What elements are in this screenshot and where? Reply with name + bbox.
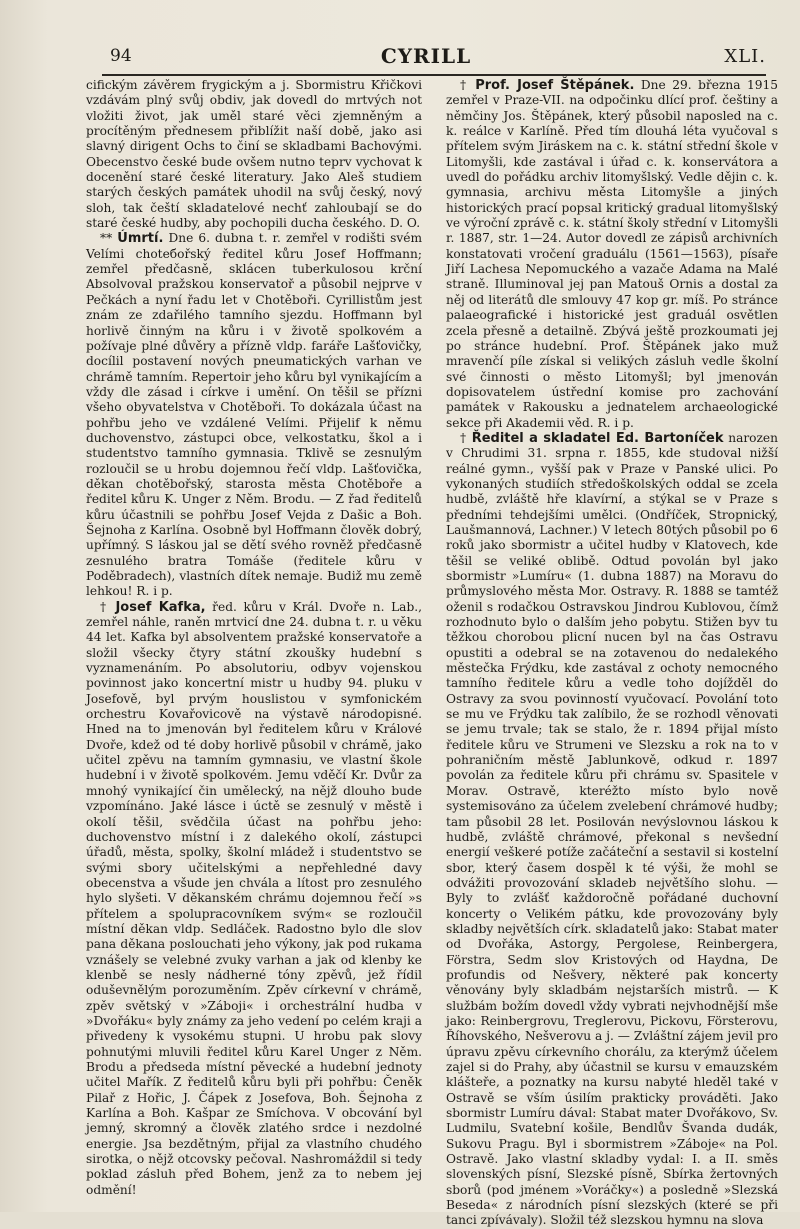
cross-marker: † [460, 430, 472, 445]
obituary-text: Dne 6. dubna t. r. zemřel v rodišti svém Velími choteбořský ředitel kůru Josef Hoffmann; zemřel předčasně, sklácen tuberkulosou krční Absolvoval pražskou konservatoř a působil nejprve v Pečkách a nyní řadu let v Chotěboři. Cyrillistům jest znám ze zdařilého tamního sjezdu. Hoffmann byl horlivě činným na kůru i v životě spolkovém a požívaje plné důvěry a přízně vldp. faráře Lašťovičky, docílil postavení nových pneumatických varhan ve chrámě tamním. Repertoir jeho kůru byl vynikajícím a vždy dle zásad i církve i umění. On těšil se přízni všeho obyvatelstva v Chotěboři. To dokázala účast na pohřbu jeho ve vzdálené Velími. Přijelif k němu duchovenstvo, zástupci obce, velkostatku, škol a i studentstvo tamního gymnasia. Tklivě se zesnulým rozloučil se u hrobu dojemnou řečí vldp. Lašťovička, děkan chotěbořský, starosta města Chotěboře a ředitel kůru K. Unger z Něm. Brodu. — Z řad ředitelů kůru účastnili se pohřbu Josef Vejda z Dašic a Boh. Šejnoha z Karlína. Osobně byl Hoffmann člověk dobrý, upřímný. S láskou jal se dětí svého rovněž předčasně zesnulého bratra Tomáše (ředitele kůru v Poděbradech), vlastních dítek nemaje. Budiž mu země lehkou! R. i p. [86, 231, 422, 599]
cross-marker: † [100, 599, 116, 614]
volume-number: XLI. [724, 46, 766, 67]
header-rule [102, 74, 766, 76]
obituary-heading: Prof. Josef Štěpánek. [475, 78, 635, 93]
obituary-kafka [86, 600, 422, 1198]
page-number: 94 [110, 46, 132, 66]
obituary-text: Dne 29. března 1915 zemřel v Praze-VII. na odpočinku dlící prof. češtiny a němčiny Jos. Štěpánek, který působil naposled na c. k. reálce v Karlíně. Před tím dlouhá léta vyučoval s přítelem svým Jiráskem na c. k. státní střední škole v Litomyšli, kde zastával i úřad c. k. konservátora a uvedl do pořádku archiv litomyšlský. Vedle dějin c. k. gymnasia, archivu města Litomyšle a jiných historických prací popsal kritický gradual litomyšlský ve výroční zprávě c. k. státní školy střední v Litomyšli r. 1887, str. 1—24. Autor dovedl ze zápisů archivních konstatovati vročení graduálu (1561—1563), písaře Jiří Lachesa Nepomuckého a vazače Adama na Malé straně. Illuminoval jej pan Matouš Ornis a dostal za něj od literátů dle smlouvy 47 kop gr. míš. Po stránce palaeografické i historické jest graduál osvětlen zcela přesně a detailně. Zbývá ještě prozkoumati jej po stránce hudební. Prof. Štěpánek jako muž mravenčí píle získal si velikých zásluh vedle školní své činnosti o město Litomyšl; byl jmenován dopisovatelem ústřední komise pro zachování památek v Rakousku a jednatelem archaeologické sekce při Akademii věd. R. i p. [446, 78, 779, 430]
running-title: CYRILL [380, 44, 472, 68]
obituary-bartonicek [446, 431, 778, 1229]
section-marker: ** [100, 231, 118, 246]
cross-marker: † [460, 78, 476, 92]
right-column [446, 78, 779, 1228]
left-column [86, 78, 422, 1198]
obituary-text: řed. kůru v Král. Dvoře n. Lab., zemřel náhle, raněn mrtvicí dne 24. dubna t. r. u věku 44 let. Kafka byl absolventem pražské konservatoře a složil všecky čtyry státní zkoušky hudební s vyznamenáním. Po absolutoriu, odbyv vojenskou povinnost jako koncertní mistr u hudby 94. pluku v Josefově, byl prvým houslistou v symfonickém orchestru Kovařovicově na výstavě národopisné. Hned na to jmenován byl ředitelem kůru v Králové Dvoře, kdež od té doby horlivě působil v chrámě, jako učitel zpěvu na tamním gymnasiu, ve vlastní škole hudební i v životě spolkovém. Jemu vděčí Kr. Dvůr za mnohý vynikající čin umělecký, na nějž dlouho bude vzpomínáno. Jaké lásce i úctě se zesnulý v městě i okolí těšil, svědčila účast na pohřbu jeho: duchovenstvo místní i z dalekého okolí, zástupci úřadů, města, spolky, školní mládež i studentstvo se svými sbory učitelskými a nepřehledné davy obecenstva a všude jen chvála a lítost pro zesnulého hylo slyšeti. V děkanském chrámu dojemnou řečí »s přítelem a spolupracovníkem svým« se rozloučil místní děkan vldp. Sedláček. Radostno bylo dle slov pana děkana poslouchati jeho výkony, jak pod rukama vznášely se velebné zvuky varhan a jak od klenby ke klenbě se nesly nádherné tóny zpěvů, jež řídil oduševnělým porozuměním. Zpěv církevní v chrámě, zpěv světský v »Záboji« i orchestrální hudba v »Dvořáku« byly známy za jeho vedení po celém kraji a přivedeny k vysokému stupni. U hrobu pak slovy pohnutými mluvili ředitel kůru Karel Unger z Něm. Brodu a předseda místní pěvecké a hudební jednoty učitel Mařík. Z ředitelů kůru byli při pohřbu: Čeněk Pilař z Hořic, J. Čápek z Josefova, Boh. Šejnoha z Karlína a Boh. Kašpar ze Smíchova. V obcování byl jemný, skromný a člověk zlatého srdce i nezdolné energie. Jsa bezdětným, přijal za vlastního chudého sirotka, o nějž otcovsky pečoval. Nashromáždil si tedy poklad zásluh před Bohem, jenž za to nebem jej odmění! [86, 599, 422, 1197]
paragraph-review-end: cifickým závěrem frygickým a j. Sbormistru Křičkovi vzdávám plný svůj obdiv, jak dovedl do mrtvých not vložiti život, jak uměl staré věci zjemněným a procítěným přednesem přiblížit naší době, jako asi slavný dirigent Ochs to činí se skladbami Bachovými. Obecenstvo české bude ovšem nutno teprv vychovat k docenění staré české literatury. Jako Aleš studiem starých českých památek uhodil na svůj český, nový sloh, tak čeští skladatelové nechť zahloubají se do staré české hudby, aby pochopili ducha českého. D. O. [86, 78, 422, 231]
obituary-hoffmann [86, 231, 422, 599]
page-header [86, 44, 766, 74]
obituary-stepanek [446, 78, 778, 431]
obituary-text: narozen v Chrudimi 31. srpna r. 1855, kde studoval nižší reálné gymn., vyšší pak v Praze v Panské ulici. Po vykonaných studiích středoškolských oddal se zcela hudbě, zvláště hře klavírní, a stýkal se v Praze s předními tehdejšími umělci. (Ondříček, Stropnický, Laušmannová, Lachner.) V letech 80tých působil po 6 roků jako sbormistr a učitel hudby v Klatovech, kde těšil se veliké oblibě. Odtud povolán byl jako sbormistr »Lumíru« (1. dubna 1887) na Moravu do průmyslového města Mor. Ostravy. R. 1888 se tamtéž oženil s rodačkou Ostravskou Jindrou Kublovou, čímž rozhodnuto bylo o dalším jeho pobytu. Stižen byv tu těžkou chorobou plicní nucen byl na čas Ostravu opustiti a odebral se na zotavenou do nedalekého městečka Frýdku, kde zastával z ochoty nemocného tamního ředitele kůru a vedle toho dojížděl do Ostravy za svou povinností vyučovací. Povolání toto se mu ve Frýdku tak zalíbilo, že se rozhodl věnovati se jemu trvale; tak se stalo, že r. 1894 přijal místo ředitele kůru ve Strumeni ve Slezsku a rok na to v pohraničním městě Jablunkově, odkud r. 1897 povolán za ředitele kůru při chrámu sv. Spasitele v Morav. Ostravě, kteréžto místo bylo nově systemisováno za účelem zvelebení chrámové hudby; tam působil 28 let. Posilován nevýslovnou láskou k hudbě, zvláště chrámové, překonal s nevšední energií veškeré potíže začáteční a sestavil si kostelní sbor, který časem dospěl k té výši, že mohl se odvážiti provozování skladeb největšího slohu. — Byly to zvlášť každoročně pořádané duchovní koncerty o Velikém pátku, kde provozovány byly skladby největších círk. skladatelů jako: Stabat mater od Dvořáka, Astorgy, Pergolese, Reinbergera, Förstra, Sedm slov Kristových od Haydna, De profundis od Nešvery, některé pak koncerty věnovány byly skladbám nejstarších mistrů. — K službám božím dovedl vždy vybrati nejvhodnější mše jako: Reinbergrovu, Treglerovu, Pickovu, Försterovu, Říhovského, Nešverovu a j. — Zvláštní zájem jevil pro úpravu zpěvu církevního chorálu, za kterýmž účelem zajel si do Prahy, aby účastnil se kursu v emauzském klášteře, a poznatky na kursu nabyté hleděl také v Ostravě se vším úsilím prakticky prováděti. Jako sbormistr Lumíru dával: Stabat mater Dvořákovo, Sv. Ludmilu, Svatební košile, Bendlův Švanda dudák, Sukovu Pragu. Byl i sbormistrem »Záboje« na Pol. Ostravě. Jako vlastní skladby vydal: I. a II. směs slovenských písní, Slezské písně, Sbírka žertovných sborů (pod jménem »Voráčky«) a posledně »Slezská Beseda« z národních písní slezských (které se při tanci zpívávaly). Složil též slezskou hymnu na slova [446, 430, 778, 1228]
obituary-heading: Josef Kafka, [115, 599, 206, 615]
section-heading: Úmrtí. [117, 231, 164, 247]
obituary-heading: Ředitel a skladatel Ed. Bartoníček [471, 430, 724, 446]
